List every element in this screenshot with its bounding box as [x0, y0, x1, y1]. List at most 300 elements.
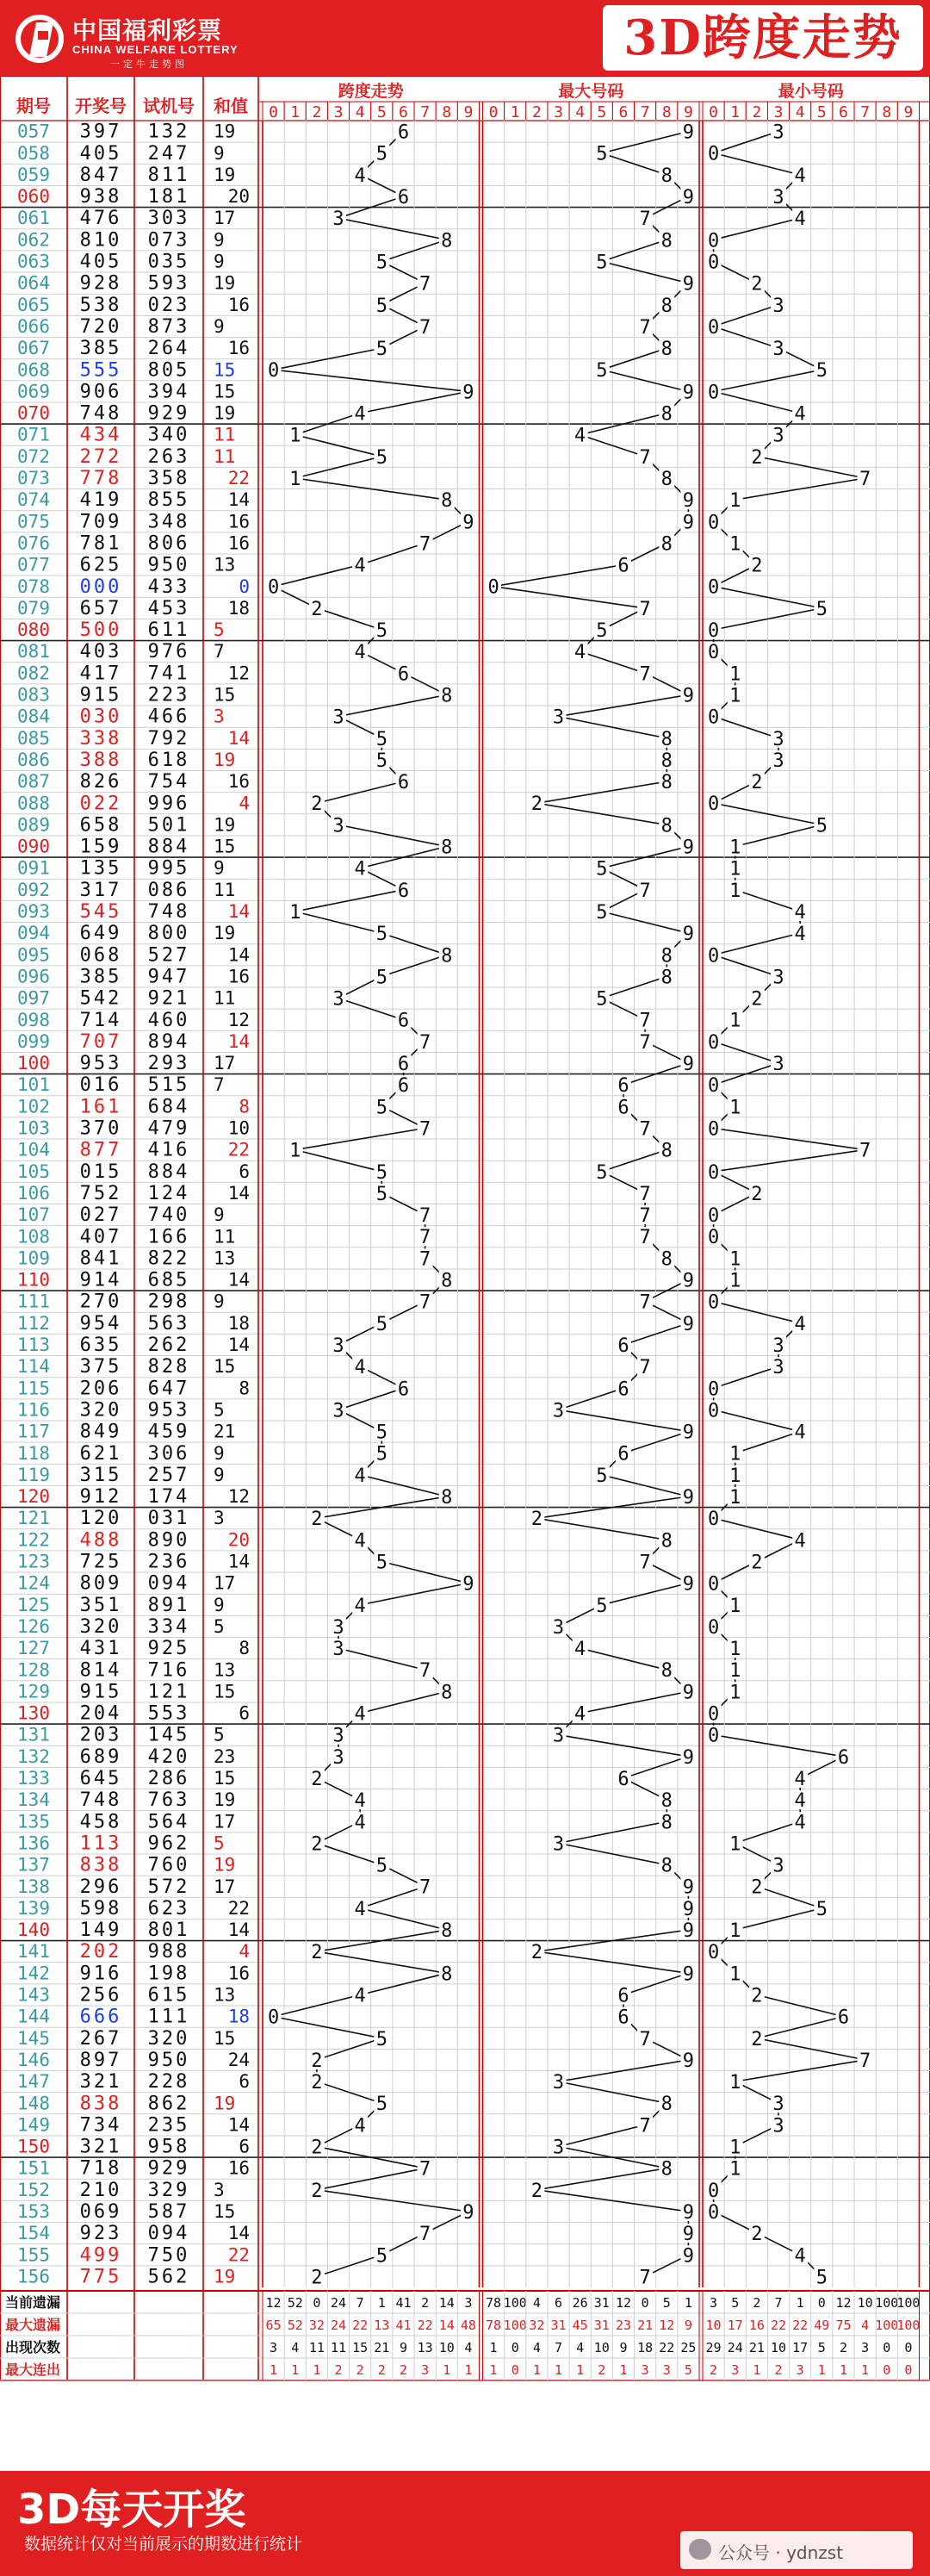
trend-point-max: 8	[660, 230, 673, 252]
trend-point-min: 0	[707, 1509, 720, 1531]
trend-point-min: 2	[751, 2224, 763, 2246]
trial-number-cell: 615	[147, 1984, 190, 2007]
period-cell: 058	[17, 142, 50, 164]
sum-cell: 12	[227, 663, 250, 684]
trend-point-min: 3	[772, 295, 784, 317]
trend-point-min: 2	[751, 1552, 763, 1574]
trend-point-span: 4	[354, 1703, 366, 1726]
stats-value-span: 52	[287, 2318, 303, 2333]
digit-header-max: 9	[684, 103, 693, 121]
period-cell: 149	[17, 2114, 50, 2136]
trial-number-cell: 132	[147, 121, 190, 143]
trend-point-max: 5	[596, 252, 608, 274]
period-cell: 142	[17, 1963, 50, 1984]
sum-cell: 9	[214, 315, 225, 337]
draw-number-cell: 321	[79, 2136, 122, 2158]
draw-number-cell: 015	[79, 1160, 122, 1183]
stats-value-span: 2	[421, 2295, 430, 2311]
trial-number-cell: 329	[147, 2179, 190, 2201]
trend-point-min: 2	[751, 772, 763, 794]
period-cell: 124	[17, 1572, 50, 1594]
draw-number-cell: 916	[79, 1963, 122, 1985]
trial-number-cell: 031	[147, 1508, 190, 1530]
draw-number-cell: 385	[79, 338, 122, 360]
trend-point-span: 4	[354, 2115, 366, 2137]
trend-point-max: 9	[682, 1054, 695, 1076]
trial-number-cell: 801	[147, 1920, 190, 1942]
trend-point-min: 2	[751, 1985, 763, 2007]
draw-number-cell: 838	[79, 1854, 122, 1876]
trend-point-span: 4	[354, 1595, 366, 1617]
sum-cell: 17	[214, 1572, 236, 1594]
trend-point-span: 2	[311, 2137, 323, 2159]
period-cell: 099	[17, 1030, 50, 1052]
draw-number-cell: 431	[79, 1638, 122, 1660]
sum-cell: 14	[227, 489, 250, 511]
trend-point-max: 7	[639, 316, 651, 339]
trend-point-span: 7	[419, 1227, 431, 1249]
trend-point-min: 5	[815, 598, 828, 620]
stats-value-min: 10	[857, 2295, 873, 2311]
trend-point-min: 4	[794, 1790, 806, 1813]
trend-point-min: 0	[707, 512, 720, 534]
draw-number-cell: 270	[79, 1291, 122, 1313]
stats-value-span: 24	[330, 2295, 347, 2311]
trend-point-span: 2	[311, 1942, 323, 1964]
stats-value-min: 0	[883, 2340, 891, 2355]
stats-value-max: 9	[684, 2318, 692, 2333]
draw-number-cell: 499	[79, 2244, 122, 2267]
period-cell: 066	[17, 315, 50, 337]
draw-number-cell: 458	[79, 1811, 122, 1833]
trend-point-min: 1	[729, 1682, 741, 1704]
draw-number-cell: 775	[79, 2266, 122, 2288]
draw-number-cell: 849	[79, 1421, 122, 1443]
stats-value-span: 1	[443, 2362, 451, 2378]
trend-point-span: 1	[289, 1140, 301, 1162]
trend-point-span: 5	[375, 2028, 388, 2050]
trend-point-max: 6	[617, 555, 629, 577]
sum-cell: 19	[214, 2266, 236, 2287]
draw-number-cell: 555	[79, 359, 122, 382]
logo-subtitle: 一定牛走势图	[110, 59, 188, 70]
trial-number-cell: 593	[147, 272, 190, 295]
trend-point-max: 5	[596, 620, 608, 643]
draw-number-cell: 434	[79, 424, 122, 446]
trend-point-max: 9	[682, 837, 695, 859]
trend-point-max: 8	[660, 339, 673, 361]
trend-point-max: 7	[639, 2115, 651, 2137]
trend-point-max: 8	[660, 1855, 673, 1877]
trial-number-cell: 958	[147, 2136, 190, 2158]
trend-point-span: 5	[375, 1552, 388, 1574]
trend-point-min: 1	[729, 490, 741, 513]
sum-cell: 9	[214, 1291, 225, 1312]
trend-point-min: 1	[729, 1465, 741, 1487]
trend-point-span: 7	[419, 1660, 431, 1683]
digit-header-min: 7	[860, 103, 871, 121]
trial-number-cell: 623	[147, 1897, 190, 1920]
stats-value-span: 9	[399, 2340, 407, 2355]
trend-point-min: 0	[707, 945, 720, 968]
period-cell: 078	[17, 576, 50, 597]
sum-cell: 23	[214, 1745, 236, 1767]
digit-header-span: 9	[463, 103, 474, 121]
trend-point-span: 2	[311, 598, 323, 620]
trend-point-max: 8	[660, 815, 673, 837]
trend-point-max: 6	[617, 1335, 629, 1357]
stats-value-min: 22	[792, 2318, 809, 2333]
trial-number-cell: 763	[147, 1789, 190, 1812]
digit-header-span: 7	[420, 103, 431, 121]
sum-cell: 14	[227, 901, 250, 923]
trend-point-span: 8	[441, 490, 453, 513]
trend-point-span: 8	[441, 1682, 453, 1704]
period-cell: 140	[17, 1920, 50, 1941]
trend-point-min: 0	[707, 1400, 720, 1422]
stats-value-max: 12	[659, 2318, 675, 2333]
trend-point-span: 5	[375, 1443, 388, 1465]
sum-cell: 15	[214, 684, 236, 706]
trial-number-cell: 811	[147, 164, 190, 186]
stats-value-max: 1	[489, 2340, 498, 2355]
stats-value-span: 1	[270, 2362, 278, 2378]
sum-cell: 19	[214, 923, 236, 944]
draw-number-cell: 022	[79, 793, 122, 815]
sum-cell: 11	[214, 879, 236, 900]
trend-point-min: 0	[707, 1573, 720, 1596]
trend-point-min: 2	[751, 446, 763, 469]
sum-cell: 22	[227, 1897, 250, 1919]
stats-value-max: 5	[662, 2295, 671, 2311]
trend-point-span: 3	[332, 988, 344, 1011]
stats-value-span: 2	[334, 2362, 343, 2378]
trend-point-min: 1	[729, 1248, 741, 1271]
stats-value-min: 4	[861, 2318, 870, 2333]
draw-number-cell: 317	[79, 879, 122, 901]
digit-header-max: 2	[531, 103, 542, 121]
draw-number-cell: 417	[79, 663, 122, 685]
trend-point-min: 2	[751, 1876, 763, 1899]
footer-note: 数据统计仅对当前展示的期数进行统计	[24, 2535, 303, 2554]
sum-cell: 8	[239, 1378, 250, 1399]
sum-cell: 18	[227, 2006, 250, 2027]
draw-number-cell: 814	[79, 1659, 122, 1682]
period-cell: 119	[17, 1464, 50, 1485]
sum-cell: 21	[214, 1421, 236, 1442]
digit-header-max: 4	[575, 103, 586, 121]
draw-number-cell: 321	[79, 2071, 122, 2094]
trial-number-cell: 073	[147, 229, 190, 252]
period-cell: 087	[17, 771, 50, 793]
trend-point-min: 0	[707, 576, 720, 599]
draw-number-cell: 718	[79, 2157, 122, 2180]
trend-point-min: 6	[837, 2007, 850, 2029]
period-cell: 109	[17, 1248, 50, 1269]
period-cell: 135	[17, 1811, 50, 1832]
trend-point-min: 5	[815, 2267, 828, 2289]
trend-point-min: 0	[707, 793, 720, 816]
trend-point-max: 8	[660, 772, 673, 794]
stats-value-min: 100	[875, 2318, 899, 2333]
draw-number-cell: 649	[79, 923, 122, 945]
trial-number-cell: 754	[147, 771, 190, 793]
draw-number-cell: 748	[79, 1789, 122, 1812]
trend-point-span: 2	[311, 2180, 323, 2202]
trend-point-min: 0	[707, 1161, 720, 1184]
stats-value-max: 1	[684, 2295, 692, 2311]
digit-header-min: 8	[882, 103, 892, 121]
draw-number-cell: 397	[79, 121, 122, 143]
stats-value-min: 3	[861, 2340, 870, 2355]
sum-cell: 5	[214, 1724, 225, 1745]
trend-point-min: 1	[729, 1487, 741, 1509]
trend-point-max: 7	[639, 1205, 651, 1228]
stats-value-span: 7	[356, 2295, 364, 2311]
sum-cell: 8	[239, 1638, 250, 1659]
logo-chinese: 中国福利彩票	[72, 16, 223, 45]
trend-point-min: 3	[772, 339, 784, 361]
trial-number-cell: 293	[147, 1053, 190, 1075]
trial-number-cell: 884	[147, 1160, 190, 1183]
sum-cell: 22	[227, 2244, 250, 2266]
trial-number-cell: 527	[147, 944, 190, 967]
trend-point-min: 4	[794, 1530, 806, 1552]
draw-number-cell: 272	[79, 445, 122, 468]
trend-point-min: 0	[707, 252, 720, 274]
period-cell: 089	[17, 814, 50, 836]
trend-point-min: 2	[751, 273, 763, 296]
trial-number-cell: 459	[147, 1421, 190, 1443]
draw-number-cell: 914	[79, 1269, 122, 1291]
trend-point-min: 1	[729, 1963, 741, 1986]
period-cell: 100	[17, 1053, 50, 1074]
draw-number-cell: 734	[79, 2114, 122, 2137]
stats-value-min: 24	[727, 2340, 743, 2355]
stats-label: 出现次数	[5, 2339, 61, 2355]
trial-number-cell: 145	[147, 1724, 190, 1746]
trial-number-cell: 950	[147, 2049, 190, 2071]
stats-value-span: 1	[377, 2295, 386, 2311]
trend-point-max: 9	[682, 121, 695, 144]
trial-number-cell: 988	[147, 1941, 190, 1963]
trend-point-min: 0	[707, 1616, 720, 1639]
stats-value-span: 41	[395, 2318, 412, 2333]
trend-point-max: 9	[682, 490, 695, 513]
trend-point-span: 4	[354, 403, 366, 426]
trial-number-cell: 460	[147, 1009, 190, 1031]
trend-point-max: 5	[596, 1161, 608, 1184]
draw-number-cell: 068	[79, 944, 122, 967]
sum-cell: 7	[214, 641, 225, 663]
period-cell: 126	[17, 1615, 50, 1637]
trial-number-cell: 894	[147, 1030, 190, 1053]
draw-number-cell: 206	[79, 1378, 122, 1400]
draw-number-cell: 476	[79, 208, 122, 230]
trial-number-cell: 806	[147, 532, 190, 555]
period-cell: 153	[17, 2201, 50, 2223]
period-cell: 118	[17, 1442, 50, 1464]
page-title: 3D跨度走势	[623, 9, 902, 66]
draw-number-cell: 016	[79, 1074, 122, 1097]
trend-point-span: 4	[354, 1812, 366, 1834]
trend-point-min: 3	[772, 728, 784, 750]
trend-point-min: 1	[729, 533, 741, 556]
trial-number-cell: 884	[147, 836, 190, 858]
draw-number-cell: 135	[79, 857, 122, 880]
stats-value-span: 21	[374, 2340, 390, 2355]
stats-value-span: 2	[356, 2362, 364, 2378]
trial-number-cell: 263	[147, 445, 190, 468]
trend-point-min: 4	[794, 403, 806, 426]
trend-point-span: 8	[441, 1963, 453, 1986]
trend-point-min: 1	[729, 1833, 741, 1856]
trend-point-max: 3	[552, 2072, 565, 2094]
trend-point-max: 8	[660, 165, 673, 187]
sum-cell: 8	[239, 1096, 250, 1117]
trend-point-span: 3	[332, 1746, 344, 1769]
trend-point-max: 2	[530, 793, 542, 816]
trend-point-min: 1	[729, 1097, 741, 1119]
period-cell: 114	[17, 1356, 50, 1378]
sum-cell: 3	[214, 1508, 225, 1529]
trial-number-cell: 479	[147, 1117, 190, 1140]
stats-value-min: 100	[896, 2318, 921, 2333]
draw-number-cell: 407	[79, 1226, 122, 1248]
trial-number-cell: 235	[147, 2114, 190, 2137]
trend-point-min: 0	[707, 1118, 720, 1141]
period-cell: 069	[17, 381, 50, 402]
trial-number-cell: 925	[147, 1638, 190, 1660]
trend-point-span: 8	[441, 1270, 453, 1292]
trend-point-span: 4	[354, 642, 366, 664]
trend-point-span: 2	[311, 2072, 323, 2094]
trend-point-span: 9	[462, 1573, 474, 1596]
trial-number-cell: 921	[147, 987, 190, 1010]
trial-number-cell: 611	[147, 619, 190, 642]
stats-value-max: 32	[529, 2318, 545, 2333]
digit-header-span: 0	[269, 103, 278, 121]
draw-number-cell: 542	[79, 987, 122, 1010]
draw-number-cell: 320	[79, 1399, 122, 1422]
trend-point-span: 6	[397, 1010, 410, 1032]
sum-cell: 6	[239, 2136, 250, 2157]
trend-point-max: 3	[552, 1400, 565, 1422]
digit-header-max: 6	[618, 103, 629, 121]
stats-value-max: 3	[641, 2362, 649, 2378]
period-cell: 155	[17, 2244, 50, 2266]
stats-value-min: 3	[710, 2295, 718, 2311]
draw-number-cell: 847	[79, 164, 122, 186]
sum-cell: 19	[214, 164, 236, 185]
stats-value-min: 3	[796, 2362, 804, 2378]
period-cell: 082	[17, 663, 50, 684]
trial-number-cell: 257	[147, 1464, 190, 1486]
trend-point-span: 1	[289, 901, 301, 924]
trend-point-max: 7	[639, 446, 651, 469]
wechat-badge[interactable]	[680, 2531, 913, 2569]
trend-point-max: 6	[617, 1378, 629, 1401]
trend-point-min: 0	[707, 1031, 720, 1054]
period-cell: 106	[17, 1182, 50, 1204]
draw-number-cell: 598	[79, 1897, 122, 1920]
trial-number-cell: 805	[147, 359, 190, 382]
trial-number-cell: 562	[147, 2266, 190, 2288]
sum-cell: 20	[227, 186, 250, 208]
sum-cell: 15	[214, 1356, 236, 1378]
trend-point-min: 1	[729, 1443, 741, 1465]
stats-value-max: 10	[593, 2340, 610, 2355]
stats-value-span: 10	[438, 2340, 455, 2355]
trial-number-cell: 247	[147, 142, 190, 165]
sum-cell: 14	[227, 727, 250, 749]
trend-point-max: 8	[660, 750, 673, 772]
draw-number-cell: 388	[79, 749, 122, 771]
stats-value-max: 31	[550, 2318, 567, 2333]
trial-number-cell: 466	[147, 706, 190, 728]
stats-value-min: 2	[839, 2340, 847, 2355]
period-cell: 111	[17, 1291, 50, 1312]
trend-point-max: 4	[574, 425, 586, 447]
stats-value-min: 0	[817, 2295, 826, 2311]
trend-point-min: 3	[772, 1357, 784, 1379]
trend-point-max: 7	[639, 1291, 651, 1314]
draw-number-cell: 877	[79, 1139, 122, 1161]
trial-number-cell: 947	[147, 966, 190, 988]
trial-number-cell: 303	[147, 208, 190, 230]
draw-number-cell: 915	[79, 684, 122, 706]
trend-point-span: 6	[397, 1054, 410, 1076]
digit-header-min: 2	[752, 103, 762, 121]
draw-number-cell: 906	[79, 381, 122, 403]
stats-value-span: 11	[308, 2340, 325, 2355]
trend-point-min: 1	[729, 2158, 741, 2181]
trial-number-cell: 800	[147, 923, 190, 945]
stats-value-max: 4	[576, 2340, 585, 2355]
stats-value-span: 14	[438, 2295, 455, 2311]
stats-label: 最大连出	[5, 2361, 61, 2378]
draw-number-cell: 488	[79, 1529, 122, 1552]
trial-number-cell: 420	[147, 1745, 190, 1768]
trend-point-span: 7	[419, 1118, 431, 1141]
trend-point-span: 6	[397, 1075, 410, 1098]
draw-number-cell: 658	[79, 814, 122, 837]
trial-number-cell: 587	[147, 2201, 190, 2224]
period-cell: 059	[17, 164, 50, 185]
trend-point-span: 4	[354, 1357, 366, 1379]
trend-point-max: 8	[660, 945, 673, 968]
period-cell: 061	[17, 208, 50, 229]
sum-cell: 6	[239, 1160, 250, 1182]
trend-point-span: 3	[332, 815, 344, 837]
trend-point-min: 1	[729, 837, 741, 859]
trend-point-min: 3	[772, 1054, 784, 1076]
stats-value-min: 2	[774, 2362, 783, 2378]
trend-point-max: 9	[682, 1422, 695, 1444]
trend-point-span: 5	[375, 1097, 388, 1119]
period-cell: 103	[17, 1117, 50, 1139]
stats-value-span: 13	[374, 2318, 390, 2333]
period-cell: 095	[17, 944, 50, 966]
draw-number-cell: 953	[79, 1053, 122, 1075]
trend-point-min: 0	[707, 1725, 720, 1747]
col-header-trial: 试机号	[143, 96, 195, 116]
trial-number-cell: 174	[147, 1486, 190, 1509]
period-cell: 092	[17, 879, 50, 900]
stats-value-max: 31	[593, 2295, 610, 2311]
digit-header-max: 1	[510, 103, 520, 121]
stats-value-max: 1	[619, 2362, 628, 2378]
